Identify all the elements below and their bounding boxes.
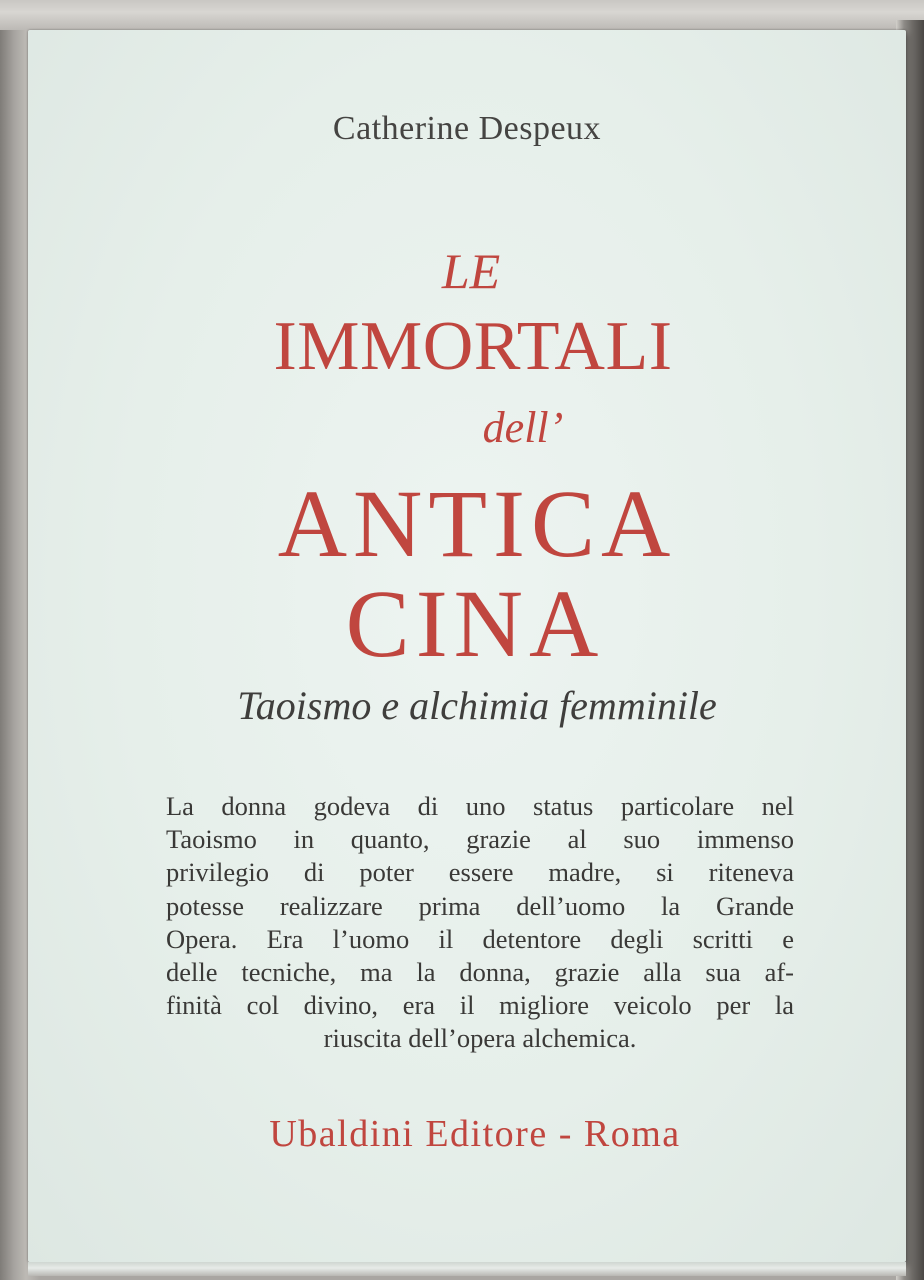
title-line-cina: CINA	[345, 570, 605, 677]
blurb-line: Opera. Era l’uomo il detentore degli scritti e	[166, 923, 794, 954]
title-line-immortali: IMMORTALI	[273, 308, 673, 385]
bottom-page-edge	[28, 1262, 906, 1276]
publisher: Ubaldini Editore - Roma	[269, 1113, 681, 1155]
blurb-line: privilegio di poter essere madre, si riteneva	[166, 857, 794, 888]
blurb-line: delle tecniche, ma la donna, grazie alla sua af-	[166, 957, 794, 988]
author-name: Catherine Despeux	[332, 110, 602, 147]
blurb-line: riuscita dell’opera alchemica.	[323, 1023, 637, 1054]
blurb-line: La donna godeva di uno status particolare nel	[166, 791, 794, 821]
book-cover	[28, 30, 906, 1262]
title-line-le: LE	[441, 243, 501, 299]
blurb-line: potesse realizzare prima dell’uomo la Grande	[166, 890, 794, 921]
top-edge	[0, 0, 924, 30]
blurb-line: Taoismo in quanto, grazie al suo immenso	[166, 824, 794, 855]
subtitle: Taoismo e alchimia femminile	[237, 683, 717, 728]
blurb-paragraph	[166, 790, 794, 1056]
blurb-line: finità col divino, era il migliore veicolo per la	[166, 990, 794, 1021]
title-line-dell: dell’	[482, 403, 564, 452]
title-line-antica: ANTICA	[277, 470, 677, 577]
